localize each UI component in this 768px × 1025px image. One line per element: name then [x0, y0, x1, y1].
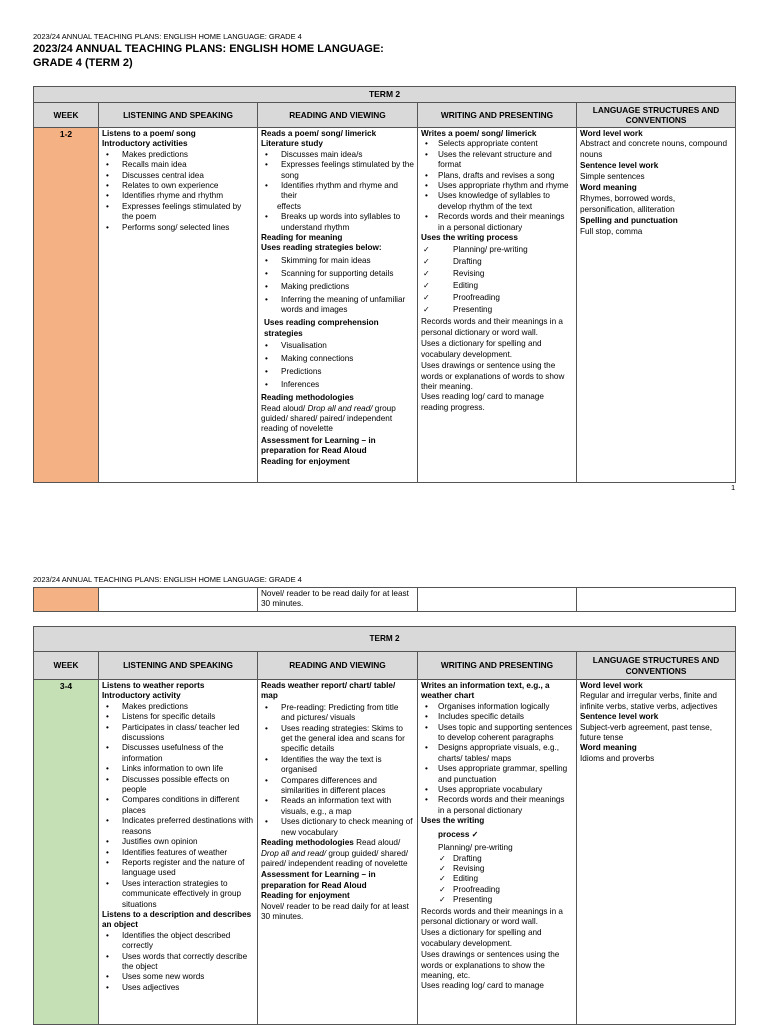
list-item: • Records words and their meanings in a personal dictionary [421, 212, 573, 233]
title-line-2: GRADE 4 (TERM 2) [33, 57, 133, 69]
wp-planning: Planning/ pre-writing [438, 843, 513, 853]
lsc-text: Abstract and concrete nouns, compound nouns [580, 139, 728, 159]
list-item: • Makes predictions [102, 702, 254, 712]
term-header: TERM 2 [34, 87, 736, 103]
meth-a: Read aloud/ [353, 838, 401, 848]
rv-cell [258, 128, 418, 483]
list-item: • Makes predictions [102, 150, 254, 160]
rv-heading-assessment: Assessment for Learning – in preparation for Read Aloud [261, 870, 376, 890]
lsc-text: Regular and irregular verbs, finite and infinite verbs, stative verbs, adjectives [580, 691, 718, 711]
week-cell: 1-2 [34, 128, 99, 483]
list-item: • Predictions [261, 367, 414, 377]
col-listening-speaking: LISTENING AND SPEAKING [99, 103, 258, 128]
lsc-text: Subject-verb agreement, past tense, future tense [580, 722, 712, 743]
list-item: • Reads an information text with visuals, e.g., a map [261, 796, 414, 817]
rv-list-2 [261, 256, 414, 316]
rv-para: Novel/ reader to be read daily for at least 30 minutes. [261, 901, 409, 921]
list-item: • Discusses possible effects on people [102, 775, 254, 796]
list-item: • Reports register and the nature of language used [102, 858, 254, 879]
atp-table-page1 [33, 86, 736, 483]
col-writing-presenting: WRITING AND PRESENTING [418, 103, 577, 128]
ls-list [102, 150, 254, 233]
lsc-heading: Word level work [580, 129, 643, 138]
list-item: ✓ Revising [421, 864, 573, 874]
list-item: • Uses appropriate vocabulary [421, 785, 573, 795]
meth-a: Read aloud/ [261, 403, 308, 413]
rv-heading-strategies: Uses reading strategies below: [261, 243, 382, 253]
wp-para: Records words and their meanings in a personal dictionary or word wall. [421, 317, 563, 337]
meth-b: Drop all and read/ [307, 403, 373, 413]
list-item: • Listens for specific details [102, 712, 254, 722]
wp-para: Uses drawings or sentence using the words or explanations of words to show their meaning. [421, 361, 565, 391]
list-item: • Scanning for supporting details [261, 269, 414, 279]
list-item: • Identifies rhyme and rhythm [102, 191, 254, 201]
col-writing-presenting: WRITING AND PRESENTING [418, 652, 577, 680]
list-item: • Relates to own experience [102, 181, 254, 191]
meth-b: Drop all and read/ [261, 848, 327, 858]
list-item: • Indicates preferred destinations with reasons [102, 816, 254, 837]
list-item: ✓ Editing [421, 281, 573, 291]
list-item: • Making predictions [261, 282, 414, 292]
wp-heading-process-2: process ✓ [438, 829, 479, 839]
list-item: • Uses appropriate grammar, spelling and punctuation [421, 764, 573, 785]
list-item: • Expresses feelings stimulated by the poem [102, 202, 254, 223]
list-item: • Discusses usefulness of the information [102, 743, 254, 764]
atp-table-continuation [33, 587, 736, 612]
list-item: • Uses dictionary to check meaning of new vocabulary [261, 817, 414, 838]
lsc-heading: Word meaning [580, 183, 637, 193]
list-item: • Compares conditions in different places [102, 795, 254, 816]
col-language-structures: LANGUAGE STRUCTURES AND CONVENTIONS [577, 652, 736, 680]
atp-table-page2 [33, 626, 736, 1025]
wp-para: Uses a dictionary for spelling and vocabulary development. [421, 339, 542, 359]
list-item: • Records words and their meanings in a personal dictionary [421, 795, 573, 816]
list-item: • Uses adjectives [102, 983, 254, 993]
ls-heading-description: Listens to a description and describes an object [102, 909, 252, 930]
rv-heading-methodologies: Reading methodologies [261, 838, 354, 848]
meth-c: group guided/ shared/ paired/ independent reading of novelette [261, 403, 396, 434]
col-language-structures: LANGUAGE STRUCTURES AND CONVENTIONS [577, 103, 736, 128]
list-item: • Selects appropriate content [421, 139, 573, 149]
rv-methodologies-text [261, 838, 414, 869]
list-item: ✓ Proofreading [421, 293, 573, 303]
wp-heading-process: Uses the writing process [421, 233, 518, 243]
list-item: ✓ Editing [421, 874, 573, 884]
list-item: • Inferring the meaning of unfamiliar words and images [261, 295, 414, 316]
wp-checklist [421, 245, 573, 315]
rv-list-1 [261, 150, 414, 202]
list-item: • Designs appropriate visuals, e.g., charts/ tables/ maps [421, 743, 573, 764]
list-item: • Includes specific details [421, 712, 573, 722]
wp-para: Uses reading log/ card to manage reading progress. [421, 392, 544, 412]
rv-heading-meaning: Reading for meaning [261, 233, 343, 243]
rv-heading: Reads a poem/ song/ limerick [261, 129, 377, 138]
rv-list-1b [261, 212, 414, 233]
list-item: • Visualisation [261, 341, 414, 351]
list-item: • Discusses main idea/s [261, 150, 414, 160]
ls-cell [99, 588, 258, 612]
wp-para: Uses drawings or sentences using the words or explanations to show the meaning, etc. [421, 950, 560, 980]
rv-cell: Novel/ reader to be read daily for at least 30 minutes. [258, 588, 418, 612]
list-item: ✓ Drafting [421, 854, 573, 864]
list-item: • Skimming for main ideas [261, 256, 414, 266]
list-item: ✓ Revising [421, 269, 573, 279]
rv-heading-assessment: Assessment for Learning – in preparation for Read Aloud [261, 435, 376, 456]
list-item: • Identifies the way the text is organised [261, 755, 414, 776]
list-item: • Expresses feelings stimulated by the song [261, 160, 414, 181]
page-number: 1 [731, 483, 736, 492]
col-week: WEEK [34, 652, 99, 680]
ls-list-2 [102, 931, 254, 993]
list-item: • Making connections [261, 354, 414, 364]
table-row [34, 588, 736, 612]
list-item: ✓ Presenting [421, 895, 573, 905]
week-cell [34, 588, 99, 612]
ls-heading: Listens to weather reports [102, 681, 205, 690]
list-item: ✓ Presenting [421, 305, 573, 315]
list-item-continuation: effects [277, 201, 301, 211]
list-item: • Uses topic and supporting sentences to develop coherent paragraphs [421, 723, 573, 744]
wp-list-1 [421, 702, 573, 816]
wp-para: Uses a dictionary for spelling and vocabulary development. [421, 928, 542, 948]
running-header: 2023/24 ANNUAL TEACHING PLANS: ENGLISH HOME LANGUAGE: GRADE 4 [33, 575, 302, 584]
title-line-1: 2023/24 ANNUAL TEACHING PLANS: ENGLISH HOME LANGUAGE: [33, 43, 384, 55]
list-item: • Justifies own opinion [102, 837, 254, 847]
rv-heading-comprehension: Uses reading comprehension strategies [264, 318, 379, 338]
ls-heading: Listens to a poem/ song [102, 129, 196, 138]
wp-heading: Writes an information text, e.g., a weather chart [421, 681, 550, 701]
lsc-cell [577, 588, 736, 612]
wp-cell [418, 680, 577, 1025]
week-cell: 3-4 [34, 680, 99, 1025]
col-reading-viewing: READING AND VIEWING [258, 652, 418, 680]
meth-c: group guided/ shared/ paired/ independent reading of novelette [261, 848, 409, 868]
lsc-cell [577, 680, 736, 1025]
list-item: ✓ Drafting [421, 257, 573, 267]
wp-list-1 [421, 139, 573, 233]
wp-para: Uses reading log/ card to manage [421, 981, 544, 991]
list-item: • Identifies features of weather [102, 848, 254, 858]
list-item: ✓ Proofreading [421, 885, 573, 895]
lsc-heading: Word meaning [580, 743, 637, 753]
list-item: • Uses words that correctly describe the object [102, 952, 254, 973]
list-item: • Compares differences and similarities in different places [261, 776, 414, 797]
ls-subheading: Introductory activity [102, 691, 181, 701]
list-item: • Uses interaction strategies to communicate effectively in group situations [102, 879, 254, 910]
list-item: • Identifies the object described correctly [102, 931, 254, 952]
wp-heading: Writes a poem/ song/ limerick [421, 129, 537, 138]
wp-checklist [421, 854, 573, 906]
rv-heading-enjoyment: Reading for enjoyment [261, 456, 350, 466]
list-item: • Recalls main idea [102, 160, 254, 170]
rv-list [261, 703, 414, 838]
list-item: • Uses reading strategies: Skims to get the general idea and scans for specific details [261, 724, 414, 755]
ls-subheading: Introductory activities [102, 139, 188, 149]
rv-list-3 [261, 341, 414, 390]
list-item: • Breaks up words into syllables to understand rhythm [261, 212, 414, 233]
term-header: TERM 2 [34, 627, 736, 652]
ls-cell [99, 680, 258, 1025]
wp-cell [418, 128, 577, 483]
lsc-heading: Spelling and punctuation [580, 216, 678, 226]
list-item: • Pre-reading: Predicting from title and pictures/ visuals [261, 703, 414, 724]
list-item: • Discusses central idea [102, 171, 254, 181]
list-item: • Participates in class/ teacher led discussions [102, 723, 254, 744]
lsc-heading: Sentence level work [580, 161, 659, 171]
list-item: • Uses some new words [102, 972, 254, 982]
running-header: 2023/24 ANNUAL TEACHING PLANS: ENGLISH HOME LANGUAGE: GRADE 4 [33, 32, 302, 41]
table-row [34, 128, 736, 483]
ls-cell [99, 128, 258, 483]
list-item: • Uses knowledge of syllables to develop rhythm of the text [421, 191, 573, 212]
table-row [34, 680, 736, 1025]
list-item: • Organises information logically [421, 702, 573, 712]
list-item-text: Identifies rhythm and rhyme and their [281, 181, 398, 201]
lsc-heading: Word level work [580, 681, 643, 690]
lsc-text: Rhymes, borrowed words, personification, alliteration [580, 194, 676, 214]
col-week: WEEK [34, 103, 99, 128]
wp-cell [418, 588, 577, 612]
wp-heading-process: Uses the writing [421, 816, 485, 826]
list-item: ✓ Planning/ pre-writing [421, 245, 573, 255]
ls-list-1 [102, 702, 254, 910]
lsc-text: Simple sentences [580, 171, 645, 181]
list-item [261, 181, 414, 202]
list-item: • Inferences [261, 380, 414, 390]
rv-subheading: Literature study [261, 139, 323, 149]
col-reading-viewing: READING AND VIEWING [258, 103, 418, 128]
page-title [33, 42, 453, 70]
list-item: • Uses the relevant structure and format [421, 150, 573, 171]
wp-para: Records words and their meanings in a personal dictionary or word wall. [421, 906, 563, 926]
rv-heading: Reads weather report/ chart/ table/ map [261, 681, 396, 701]
list-item: • Links information to own life [102, 764, 254, 774]
lsc-heading: Sentence level work [580, 712, 659, 722]
rv-cell [258, 680, 418, 1025]
lsc-text: Full stop, comma [580, 226, 643, 236]
lsc-text: Idioms and proverbs [580, 753, 655, 763]
rv-heading-enjoyment: Reading for enjoyment [261, 891, 350, 901]
rv-heading-methodologies: Reading methodologies [261, 393, 354, 403]
list-item: • Uses appropriate rhythm and rhyme [421, 181, 573, 191]
rv-methodologies-text [261, 404, 414, 435]
lsc-cell [577, 128, 736, 483]
list-item: • Performs song/ selected lines [102, 223, 254, 233]
list-item: • Plans, drafts and revises a song [421, 171, 573, 181]
col-listening-speaking: LISTENING AND SPEAKING [99, 652, 258, 680]
